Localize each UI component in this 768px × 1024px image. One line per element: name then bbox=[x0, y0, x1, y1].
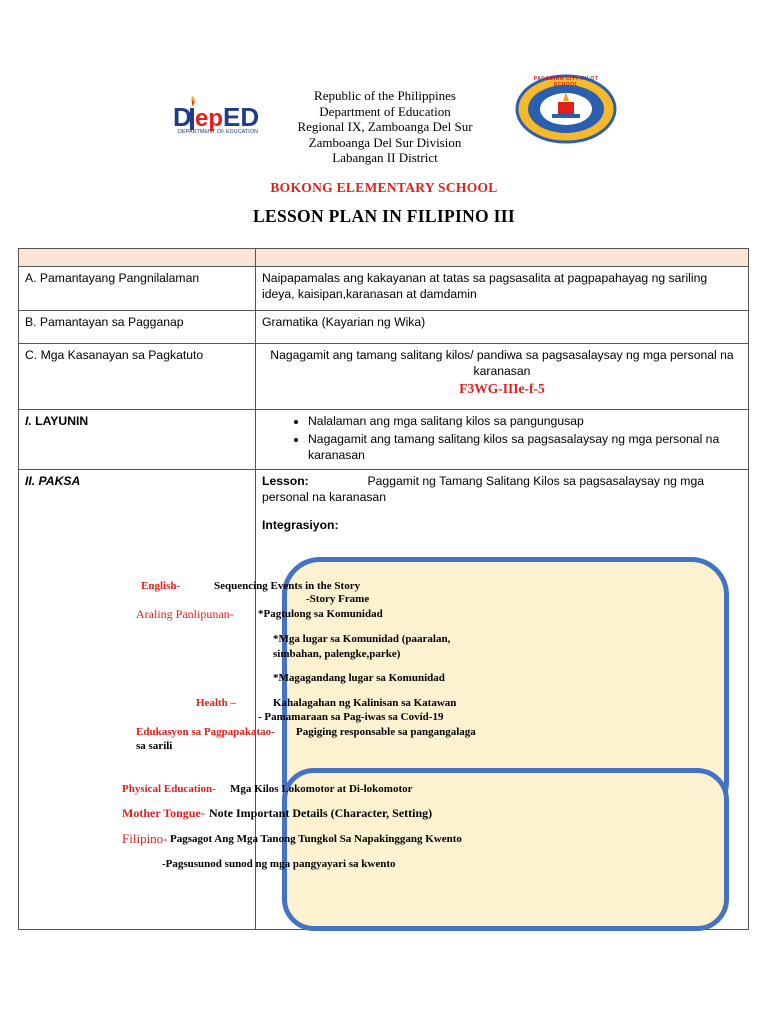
header-cell bbox=[19, 249, 256, 267]
competency-code: F3WG-IIIe-f-5 bbox=[459, 381, 545, 396]
integration-english-label: English- bbox=[141, 580, 181, 592]
integration-english-1: Sequencing Events in the Story bbox=[214, 580, 361, 592]
page-title: LESSON PLAN IN FILIPINO III bbox=[253, 206, 515, 226]
integration-pe-1: Mga Kilos Lokomotor at Di-lokomotor bbox=[230, 783, 413, 795]
header-line: Zamboanga Del Sur Division bbox=[308, 134, 462, 150]
lesson-text: Paggamit ng Tamang Salitang Kilos sa pagsasalaysay ng mga personal na karanasan bbox=[262, 474, 705, 504]
row-content: Gramatika (Kayarian ng Wika) bbox=[256, 311, 749, 344]
school-name: BOKONG ELEMENTARY SCHOOL bbox=[270, 180, 498, 195]
deped-logo-subtitle: DEPARTMENT OF EDUCATION bbox=[178, 129, 258, 135]
integration-mt-1: Note Important Details (Character, Setting) bbox=[209, 806, 433, 820]
integration-health-1: Kahalagahan ng Kalinisan sa Katawan bbox=[273, 697, 457, 709]
svg-text:ED: ED bbox=[223, 102, 260, 132]
lesson-label: Lesson: bbox=[262, 474, 309, 488]
table-row bbox=[19, 410, 749, 470]
header-cell bbox=[256, 249, 749, 267]
integration-ap-2b: simbahan, palengke,parke) bbox=[273, 648, 401, 660]
row-content bbox=[256, 410, 749, 470]
integration-health-2: - Pamamaraan sa Pag-iwas sa Covid-19 bbox=[258, 711, 444, 723]
seal-text: PAGADIAN CITY PILOT SCHOOL bbox=[533, 76, 599, 88]
layunin-label: LAYUNIN bbox=[35, 414, 89, 428]
header-line: Department of Education bbox=[319, 103, 451, 119]
table-row bbox=[19, 344, 749, 410]
integration-health-label: Health – bbox=[196, 697, 237, 709]
integrasyon-label: Integrasiyon: bbox=[262, 518, 339, 532]
list-item: • Nagagamit ang tamang salitang kilos sa pagsasalaysay ng mga personal na karanasan bbox=[308, 431, 742, 463]
objectives-list bbox=[262, 413, 742, 463]
paksa-label: II. PAKSA bbox=[25, 474, 81, 488]
integration-ap-2a: *Mga lugar sa Komunidad (paaralan, bbox=[273, 633, 451, 645]
row-content bbox=[256, 344, 749, 410]
svg-text:ep: ep bbox=[195, 105, 224, 132]
integration-esp-2: sa sarili bbox=[136, 740, 173, 752]
integration-esp-label: Edukasyon sa Pagpapakatao- bbox=[136, 726, 275, 738]
header-line: Labangan II District bbox=[332, 150, 438, 165]
row-label: A. Pamantayang Pangnilalaman bbox=[19, 267, 256, 311]
competency-text: Nagagamit ang tamang salitang kilos/ pandiwa sa pagsasalaysay ng mga personal na karanasan bbox=[270, 348, 734, 378]
layunin-number: I. bbox=[25, 414, 32, 428]
table-row bbox=[19, 267, 749, 311]
row-content: Naipapamalas ang kakayanan at tatas sa pagsasalita at pagpapahayag ng sariling ideya, kaisipan,karanasan at damdamin bbox=[256, 267, 749, 311]
integration-fil-1: Pagsagot Ang Mga Tanong Tungkol Sa Napakinggang Kwento bbox=[170, 833, 462, 845]
integration-fil-label: Filipino- bbox=[122, 831, 168, 846]
list-item: • Nalalaman ang mga salitang kilos sa pangungusap bbox=[308, 413, 742, 429]
table-row bbox=[19, 311, 749, 344]
table-header-row bbox=[19, 249, 749, 267]
integration-ap-1: *Pagtulong sa Komunidad bbox=[258, 608, 383, 620]
integration-ap-3: *Magagandang lugar sa Komunidad bbox=[273, 672, 445, 684]
integration-pe-label: Physical Education- bbox=[122, 783, 216, 795]
row-label: B. Pamantayan sa Pagganap bbox=[19, 311, 256, 344]
integration-mt-label: Mother Tongue- bbox=[122, 806, 205, 820]
integration-ap-label: Araling Panlipunan- bbox=[136, 607, 234, 621]
row-label bbox=[19, 410, 256, 470]
lesson-line bbox=[262, 473, 742, 505]
header-line: Regional IX, Zamboanga Del Sur bbox=[297, 119, 473, 134]
agency-header bbox=[240, 88, 530, 166]
integration-fil-2: -Pagsusunod sunod ng mga pangyayari sa kwento bbox=[162, 858, 396, 870]
row-label: C. Mga Kasanayan sa Pagkatuto bbox=[19, 344, 256, 410]
integration-english-2: -Story Frame bbox=[306, 593, 370, 605]
svg-text:D: D bbox=[173, 102, 192, 132]
integration-esp-1: Pagiging responsable sa pangangalaga bbox=[296, 726, 476, 738]
header-line: Republic of the Philippines bbox=[314, 88, 456, 103]
